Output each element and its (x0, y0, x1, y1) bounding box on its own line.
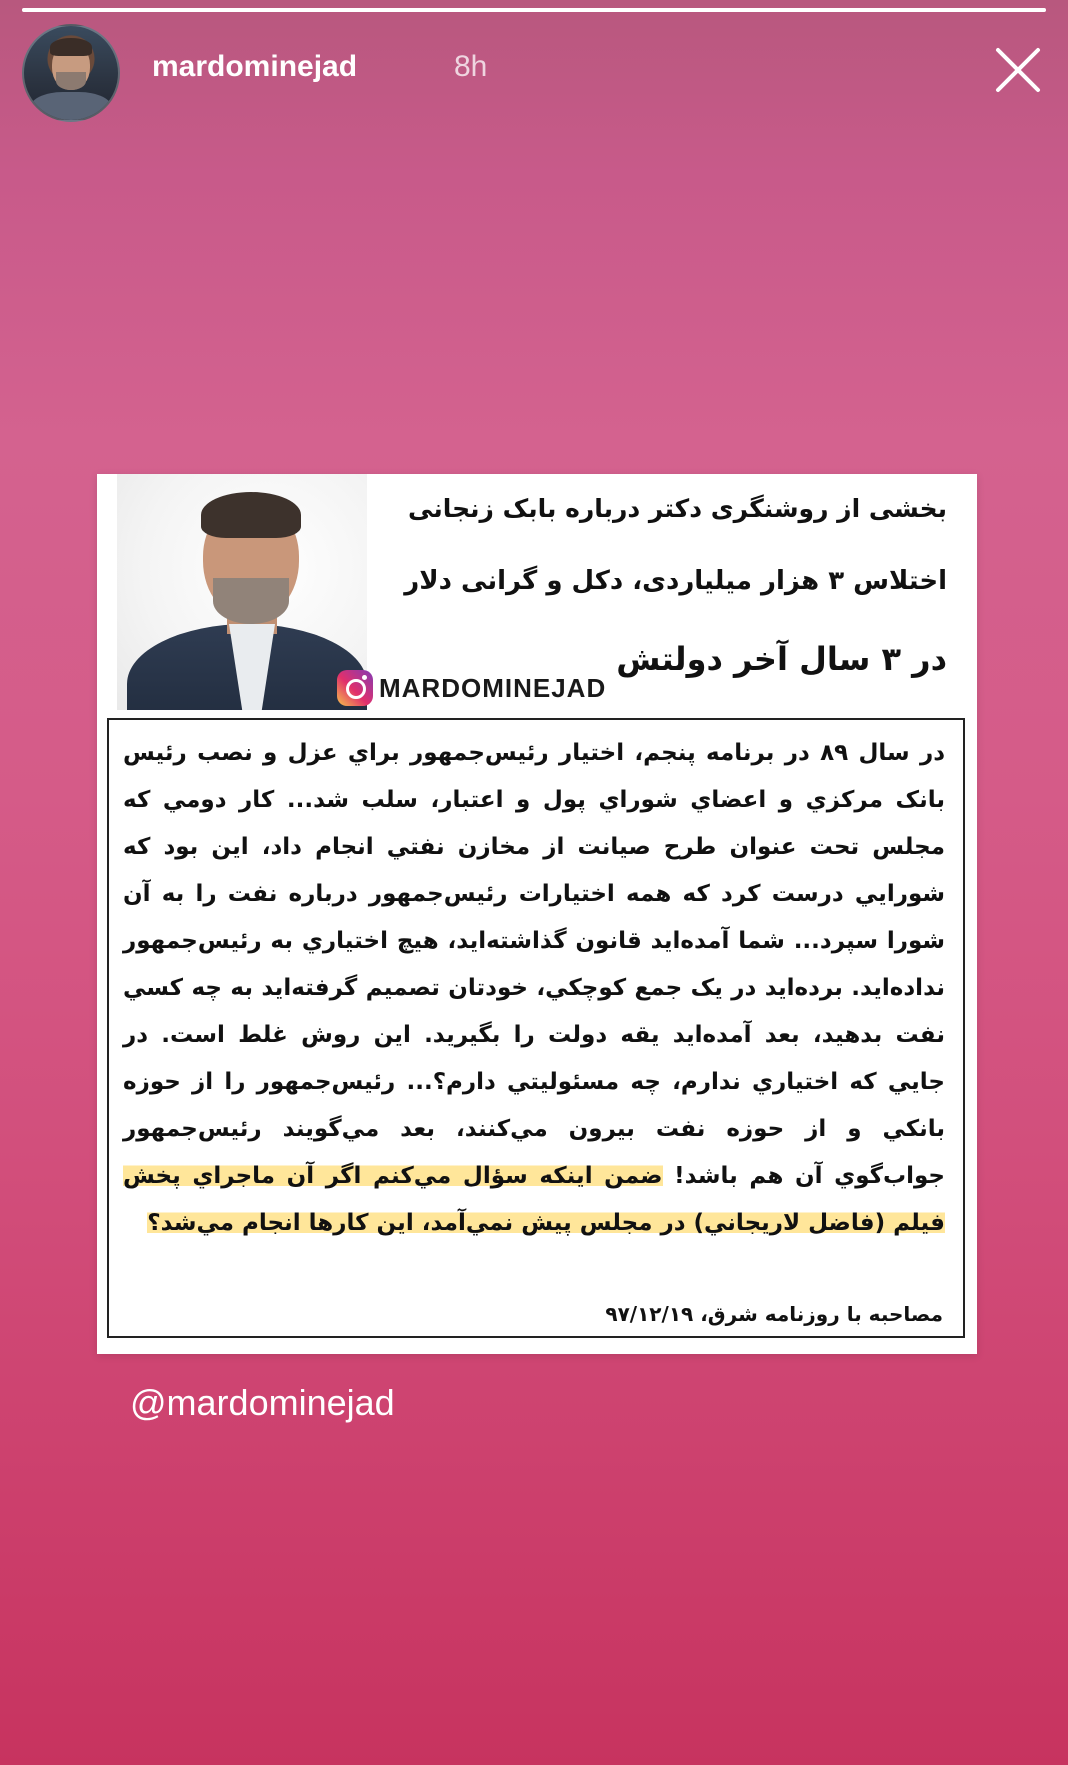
headline-line-3: در ۳ سال آخر دولتش (616, 640, 947, 678)
quote-box (107, 718, 965, 1338)
close-button[interactable] (990, 42, 1046, 98)
handle-text: MARDOMINEJAD (379, 672, 607, 703)
timestamp: 8h (454, 50, 488, 83)
close-icon (990, 42, 1046, 98)
headline-line-2: اختلاس ۳ هزار میلیاردی، دکل و گرانی دلار (404, 566, 947, 596)
quote-text (123, 730, 945, 1247)
avatar[interactable] (22, 24, 120, 122)
post-header-area (97, 474, 977, 710)
quote-highlight: ضمن اینکه سؤال مي‌کنم اگر آن ماجراي پخش فیلم (فاضل لاریجاني) در مجلس پیش نمي‌آمد، این کارها انجام مي‌شد؟ (123, 1163, 945, 1236)
mention-sticker[interactable]: @mardominejad (130, 1382, 395, 1423)
story-progress-fill (22, 8, 1046, 12)
instagram-icon (337, 670, 373, 706)
instagram-handle (337, 670, 606, 706)
story-progress-bar (22, 8, 1046, 12)
headline-line-1: بخشی از روشنگری دکتر درباره بابک زنجانی (408, 494, 947, 523)
quote-source: مصاحبه با روزنامه شرق، ۹۷/۱۲/۱۹ (605, 1302, 943, 1326)
post-image (97, 474, 977, 1354)
story-header (22, 24, 1046, 120)
portrait-photo (117, 474, 367, 710)
username[interactable]: mardominejad (152, 50, 358, 83)
quote-body: در سال ۸۹ در برنامه پنجم، اختیار رئیس‌جمهور براي عزل و نصب رئیس بانک مرکزي و اعضاي شوراي پول و اعتبار، سلب شد... کار دومي که مجلس تحت عنوان طرح صیانت از مخازن نفتي انجام داد، این بود که شورایي درست کرد که همه اختیارات رئیس‌جمهور درباره نفت را به آن شورا سپرد... شما آمده‌اید قانون گذاشته‌اید، هیچ اختیاري به رئیس‌جمهور نداده‌اید. برده‌اید در یک جمع کوچکي، خودتان تصمیم گرفته‌اید به چه کسي نفت بدهید، بعد آمده‌اید یقه دولت را بگیرید. این روش غلط است. در جایي که اختیاري ندارم، چه مسئولیتي دارم؟... رئیس‌جمهور را از حوزه بانکي و از حوزه نفت بیرون مي‌کنند، بعد مي‌گویند رئیس‌جمهور جواب‌گوي آن هم باشد! (123, 740, 945, 1189)
